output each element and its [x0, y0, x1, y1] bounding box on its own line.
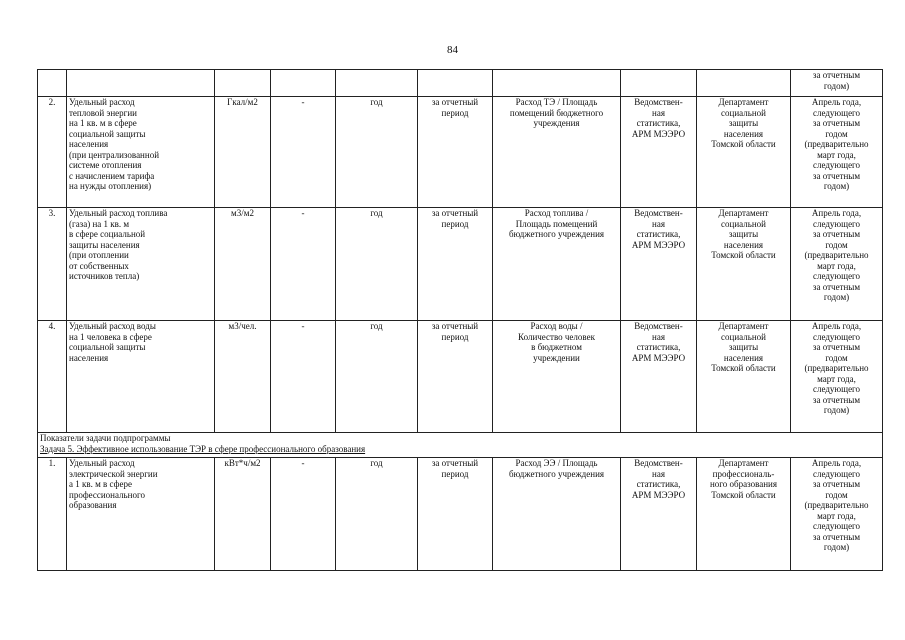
section-row [38, 433, 883, 458]
cell-scope: за отчетный период [418, 458, 493, 571]
cell-source: Ведомствен- ная статистика, АРМ МЭЭРО [621, 321, 697, 433]
cell-period: год [336, 321, 418, 433]
cell-number: 1. [38, 458, 67, 571]
cell-source: Ведомствен- ная статистика, АРМ МЭЭРО [621, 208, 697, 321]
cell-number: 3. [38, 208, 67, 321]
cell-empty [271, 70, 336, 97]
cell-source: Ведомствен- ная статистика, АРМ МЭЭРО [621, 97, 697, 208]
cell-empty [493, 70, 621, 97]
table-row [38, 208, 883, 321]
cell-scope: за отчетный период [418, 321, 493, 433]
cell-empty [418, 70, 493, 97]
cell-responsible: Департамент социальной защиты населения Томской области [697, 208, 791, 321]
cell-indicator-name: Удельный расход тепловой энергии на 1 кв. м в сфере социальной защиты населения (при централизованной системе отопления с начислением тарифа на нужды отопления) [67, 97, 215, 208]
cell-responsible: Департамент социальной защиты населения Томской области [697, 321, 791, 433]
cell-empty [67, 70, 215, 97]
cell-schedule: Апрель года, следующего за отчетным годом (предварительно март года, следующего за отчетным годом) [791, 208, 883, 321]
indicators-table [37, 69, 883, 571]
cell-empty [38, 70, 67, 97]
cell-period: год [336, 97, 418, 208]
cell-unit: м3/чел. [215, 321, 271, 433]
cell-period: год [336, 458, 418, 571]
cell-formula: Расход ЭЭ / Площадь бюджетного учреждения [493, 458, 621, 571]
cell-schedule: Апрель года, следующего за отчетным годом (предварительно март года, следующего за отчетным годом) [791, 97, 883, 208]
table-row-continuation [38, 70, 883, 97]
page-number: 84 [447, 44, 458, 56]
cell-empty [215, 70, 271, 97]
section-header [38, 433, 883, 458]
cell-indicator-name: Удельный расход электрической энергии а 1 кв. м в сфере профессионального образования [67, 458, 215, 571]
cell-dash: - [271, 458, 336, 571]
cell-dash: - [271, 208, 336, 321]
cell-indicator-name: Удельный расход топлива (газа) на 1 кв. м в сфере социальной защиты населения (при отоплении от собственных источников тепла) [67, 208, 215, 321]
cell-schedule: Апрель года, следующего за отчетным годом (предварительно март года, следующего за отчетным годом) [791, 321, 883, 433]
table-row [38, 97, 883, 208]
cell-empty [621, 70, 697, 97]
cell-source: Ведомствен- ная статистика, АРМ МЭЭРО [621, 458, 697, 571]
cell-number: 2. [38, 97, 67, 208]
cell-scope: за отчетный период [418, 208, 493, 321]
cell-dash: - [271, 321, 336, 433]
cell-empty [336, 70, 418, 97]
cell-unit: м3/м2 [215, 208, 271, 321]
section-line-1: Показатели задачи подпрограммы [40, 433, 171, 443]
cell-responsible: Департамент социальной защиты населения Томской области [697, 97, 791, 208]
cell-period: год [336, 208, 418, 321]
table-row [38, 321, 883, 433]
table-row [38, 458, 883, 571]
cell-schedule: Апрель года, следующего за отчетным годом (предварительно март года, следующего за отчетным годом) [791, 458, 883, 571]
cell-scope: за отчетный период [418, 97, 493, 208]
cell-formula: Расход воды / Количество человек в бюджетном учреждении [493, 321, 621, 433]
cell-formula: Расход топлива / Площадь помещений бюджетного учреждения [493, 208, 621, 321]
cell-responsible: Департамент профессиональ- ного образования Томской области [697, 458, 791, 571]
cell-unit: Гкал/м2 [215, 97, 271, 208]
cell-unit: кВт*ч/м2 [215, 458, 271, 571]
cell-empty [697, 70, 791, 97]
cell-indicator-name: Удельный расход воды на 1 человека в сфере социальной защиты населения [67, 321, 215, 433]
cell-dash: - [271, 97, 336, 208]
cell-formula: Расход ТЭ / Площадь помещений бюджетного учреждения [493, 97, 621, 208]
cell-number: 4. [38, 321, 67, 433]
section-line-2: Задача 5. Эффективное использование ТЭР в сфере профессионального образования [40, 443, 366, 454]
cell-schedule: за отчетным годом) [791, 70, 883, 97]
